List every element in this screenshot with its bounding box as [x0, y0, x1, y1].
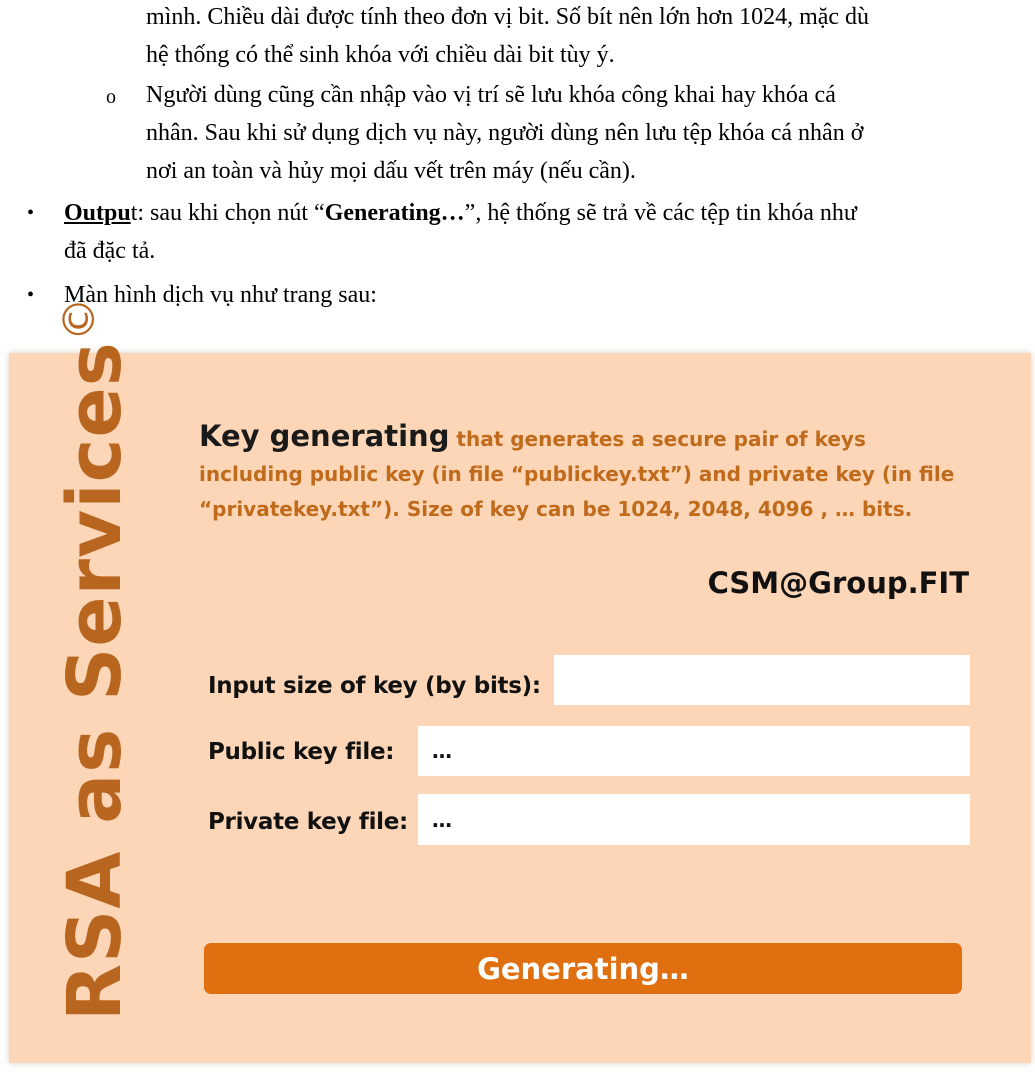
- output-label-tail: t: [130, 200, 138, 226]
- doc-line-output: [64, 198, 857, 228]
- side-title-text: RSA as Services: [52, 341, 138, 1021]
- service-description: [199, 419, 959, 527]
- output-text-2: ”, hệ thống sẽ trả về các tệp tin khóa như: [464, 200, 857, 226]
- brand-label: CSM@Group.FIT: [707, 566, 969, 600]
- service-description-text: that generates a secure pair of keys including public key (in file “publickey.txt”) and private key (in file “privatekey.txt”). Size of key can be 1024, 2048, 4096 , … bits.: [199, 427, 955, 521]
- output-text: : sau khi chọn nút “: [137, 200, 325, 226]
- doc-line: nhân. Sau khi sử dụng dịch vụ này, người dùng nên lưu tệp khóa cá nhân ở: [146, 120, 864, 146]
- doc-line: hệ thống có thể sinh khóa với chiều dài bit tùy ý.: [146, 42, 615, 68]
- rsa-service-panel: [9, 296, 1031, 1063]
- copyright-icon: ©: [54, 296, 105, 342]
- doc-line: nơi an toàn và hủy mọi dấu vết trên máy (nếu cần).: [146, 158, 636, 184]
- private-key-file-input[interactable]: [418, 794, 970, 845]
- service-heading: Key generating: [199, 419, 450, 453]
- bullet-icon: •: [27, 202, 35, 224]
- doc-line: đã đặc tả.: [64, 238, 156, 264]
- sub-bullet-icon: o: [106, 86, 116, 108]
- doc-line: Người dùng cũng cần nhập vào vị trí sẽ lưu khóa công khai hay khóa cá: [146, 82, 836, 108]
- side-title: [43, 296, 138, 1021]
- doc-line: mình. Chiều dài được tính theo đơn vị bit. Số bít nên lớn hơn 1024, mặc dù: [146, 4, 870, 30]
- private-key-label: Private key file:: [208, 809, 408, 835]
- doc-line: Màn hình dịch vụ như trang sau:: [64, 282, 377, 308]
- key-size-label: Input size of key (by bits):: [208, 673, 541, 699]
- public-key-file-input[interactable]: [418, 726, 970, 776]
- generate-button[interactable]: Generating…: [204, 943, 962, 994]
- public-key-label: Public key file:: [208, 739, 395, 765]
- bullet-icon: •: [27, 284, 35, 306]
- output-label: Outpu: [64, 200, 131, 226]
- key-size-input[interactable]: [554, 655, 970, 705]
- output-button-ref: Generating…: [324, 200, 465, 226]
